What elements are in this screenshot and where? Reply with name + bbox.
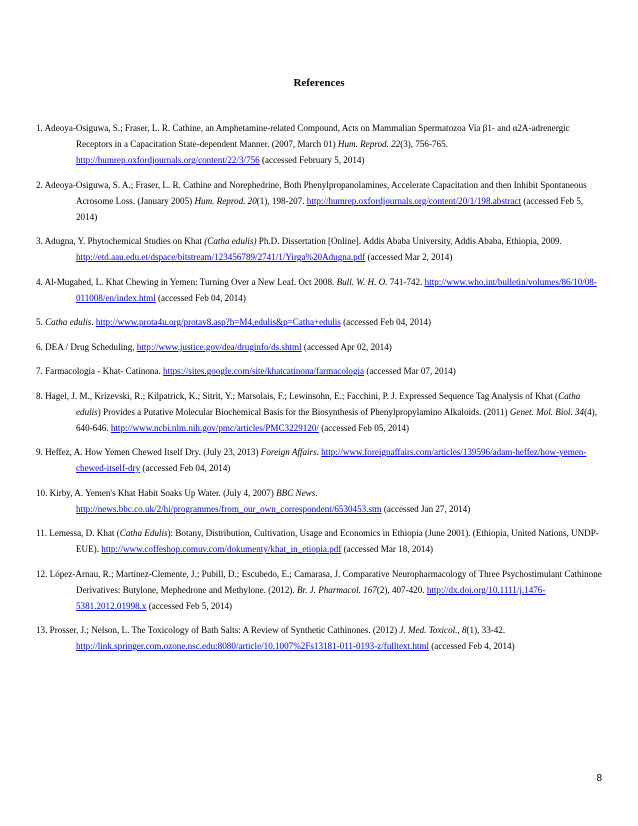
reference-item: [36, 120, 606, 168]
reference-text: (accessed Feb 4, 2014): [429, 641, 515, 651]
reference-text: (4), 640-646.: [76, 406, 597, 433]
reference-italic-text: BBC News: [276, 487, 316, 498]
reference-text: 1. Adeoya-Osiguwa, S.; Fraser, L. R. Cathine, an Amphetamine-related Compound, Acts on Mammalian Spermatozoa Via β1- and α2A-adrenergic Receptors in a Capacitation State-dependent Manner. (2007, March 01): [36, 123, 570, 149]
reference-link[interactable]: http://www.foreignaffairs.com/articles/139596/adam-heffez/how-yemen-chewed-itself-dry: [76, 447, 587, 473]
reference-link[interactable]: http://www.coffeshop.comuv.com/dokumenty/khat_in_etiopia.pdf: [101, 544, 342, 554]
reference-text: 4. Al-Mugahed, L. Khat Chewing in Yemen: Turning Over a New Leaf. Oct 2008.: [36, 276, 337, 287]
reference-item: [36, 314, 606, 330]
reference-text: 741-742.: [387, 276, 425, 287]
reference-link[interactable]: http://etd.aau.edu.et/dspace/bitstream/123456789/2741/1/Yirga%20Adugna.pdf: [76, 252, 366, 262]
reference-text: 7. Farmacologia - Khat- Catinona.: [36, 366, 164, 376]
reference-text: 6. DEA / Drug Scheduling,: [36, 341, 137, 352]
reference-text: (1), 198-207.: [256, 195, 307, 206]
reference-text: 12. López-Arnau, R.; Martínez-Clemente, J.; Pubill, D.; Escubedo, E.; Camarasa, J. Comparative Neuropharmacology of Three Psychostimulant Cathinone Derivatives: Butylone, Mephedrone and Methylone. (2012).: [36, 568, 602, 595]
reference-text: (accessed Feb 04, 2014): [155, 292, 246, 303]
reference-text: ): Botany, Distribution, Cultivation, Usage and Economics in Ethiopia (June 2001). (Ethiopia, United Nations, UNDP-EUE).: [76, 528, 599, 554]
reference-text: (accessed Feb 04, 2014): [340, 317, 432, 327]
reference-link[interactable]: http://link.springer.com.ozone.nsc.edu:8080/article/10.1007%2Fs13181-011-0193-z/fulltext.html: [76, 641, 429, 651]
reference-italic-text: Catha Edulis: [119, 528, 168, 538]
reference-item: [36, 177, 606, 225]
reference-text: 9. Heffez, A. How Yemen Chewed Itself Dry. (July 23, 2013): [36, 447, 261, 457]
reference-link[interactable]: http://dx.doi.org/10.1111/j.1476-5381.2012.01998.x: [76, 584, 546, 611]
reference-text: (accessed Mar 07, 2014): [364, 366, 456, 376]
reference-text: (accessed Feb 05, 2014): [318, 422, 410, 433]
reference-text: 8. Hagel, J. M., Krizevski, R.; Kilpatrick, K.; Sitrit, Y.; Marsolais, F.; Lewinsohn, E.; Facchini, P. J. Expressed Sequence Tag Analysis of Khat (: [36, 390, 559, 401]
reference-item: [36, 485, 606, 517]
reference-text: .: [91, 317, 96, 327]
reference-italic-text: Bull. W. H. O.: [336, 276, 388, 287]
reference-text: 3. Adugna, Y. Phytochemical Studies on Khat: [36, 236, 205, 246]
reference-item: [36, 622, 606, 654]
reference-item: [36, 274, 606, 306]
reference-italic-text: Catha edulis: [45, 317, 92, 327]
reference-text: .: [315, 487, 318, 498]
reference-text: 2. Adeoya-Osiguwa, S. A.; Fraser, L. R. Cathine and Norephedrine, Both Phenylpropanolamines, Accelerate Capacitation and then Inhibit Spontaneous Acrosome Loss. (January 2005): [36, 179, 587, 206]
page-title: References: [293, 77, 345, 89]
reference-list: [36, 120, 606, 663]
reference-text: (3), 756-765.: [400, 139, 448, 149]
reference-item: [36, 233, 606, 265]
reference-text: (accessed Mar 2, 2014): [365, 252, 453, 262]
reference-item: [36, 444, 606, 476]
reference-text: ) Provides a Putative Molecular Biochemical Basis for the Biosynthesis of Phenylpropylamino Alkaloids. (2011): [97, 406, 510, 417]
reference-text: (accessed Apr 02, 2014): [301, 341, 392, 352]
reference-italic-text: Hum. Reprod. 22: [337, 139, 401, 149]
reference-italic-text: Genet. Mol. Biol. 34: [509, 406, 585, 417]
reference-text: (accessed Mar 18, 2014): [341, 544, 434, 554]
reference-item: [36, 525, 606, 557]
reference-item: [36, 363, 606, 379]
reference-link[interactable]: http://news.bbc.co.uk/2/hi/programmes/from_our_own_correspondent/6530453.stm: [76, 503, 382, 514]
reference-italic-text: (Catha edulis): [204, 236, 257, 246]
reference-text: 13. Prosser, J.; Nelson, L. The Toxicology of Bath Salts: A Review of Synthetic Cathinones. (2012): [36, 625, 400, 635]
reference-italic-text: Br. J. Pharmacol. 167: [296, 584, 377, 595]
reference-text: (accessed February 5, 2014): [259, 155, 365, 165]
reference-text: 10. Kirby, A. Yemen's Khat Habit Soaks Up Water. (July 4, 2007): [36, 487, 277, 498]
reference-text: (2), 407-420.: [376, 584, 427, 595]
reference-italic-text: Hum. Reprod. 20: [194, 195, 257, 206]
reference-text: (accessed Feb 5, 2014): [76, 195, 584, 222]
reference-link[interactable]: http://www.justice.gov/dea/druginfo/ds.shtml: [136, 341, 302, 352]
reference-text: 5.: [36, 317, 46, 327]
reference-italic-text: Foreign Affairs: [260, 447, 317, 457]
reference-item: [36, 566, 606, 614]
page-number: 8: [596, 773, 602, 784]
reference-link[interactable]: http://www.ncbi.nlm.nih.gov/pmc/articles/PMC3229120/: [110, 422, 319, 433]
reference-text: (accessed Feb 04, 2014): [140, 463, 231, 473]
reference-text: (1), 33-42.: [466, 625, 506, 635]
reference-text: (accessed Feb 5, 2014): [146, 600, 233, 611]
reference-link[interactable]: http://humrep.oxfordjournals.org/content/20/1/198.abstract: [306, 195, 522, 206]
reference-item: [36, 339, 606, 355]
reference-link[interactable]: http://humrep.oxfordjournals.org/content/22/3/756: [76, 155, 260, 165]
reference-link[interactable]: http://www.who.int/bulletin/volumes/86/10/08-011008/en/index.html: [76, 276, 597, 303]
reference-text: 11. Lemessa, D. Khat (: [36, 528, 120, 538]
reference-text: (accessed Jan 27, 2014): [381, 503, 471, 514]
reference-text: Ph.D. Dissertation [Online]. Addis Ababa University, Addis Ababa, Ethiopia, 2009.: [256, 236, 562, 246]
reference-italic-text: Catha edulis: [76, 390, 581, 417]
reference-link[interactable]: https://sites.google.com/site/khatcatinona/farmacologia: [163, 366, 365, 376]
reference-link[interactable]: http://www.prota4u.org/protav8.asp?h=M4,edulis&p=Catha+edulis: [95, 317, 341, 327]
reference-italic-text: J. Med. Toxicol., 8: [399, 625, 467, 635]
reference-text: .: [316, 447, 322, 457]
reference-item: [36, 388, 606, 436]
